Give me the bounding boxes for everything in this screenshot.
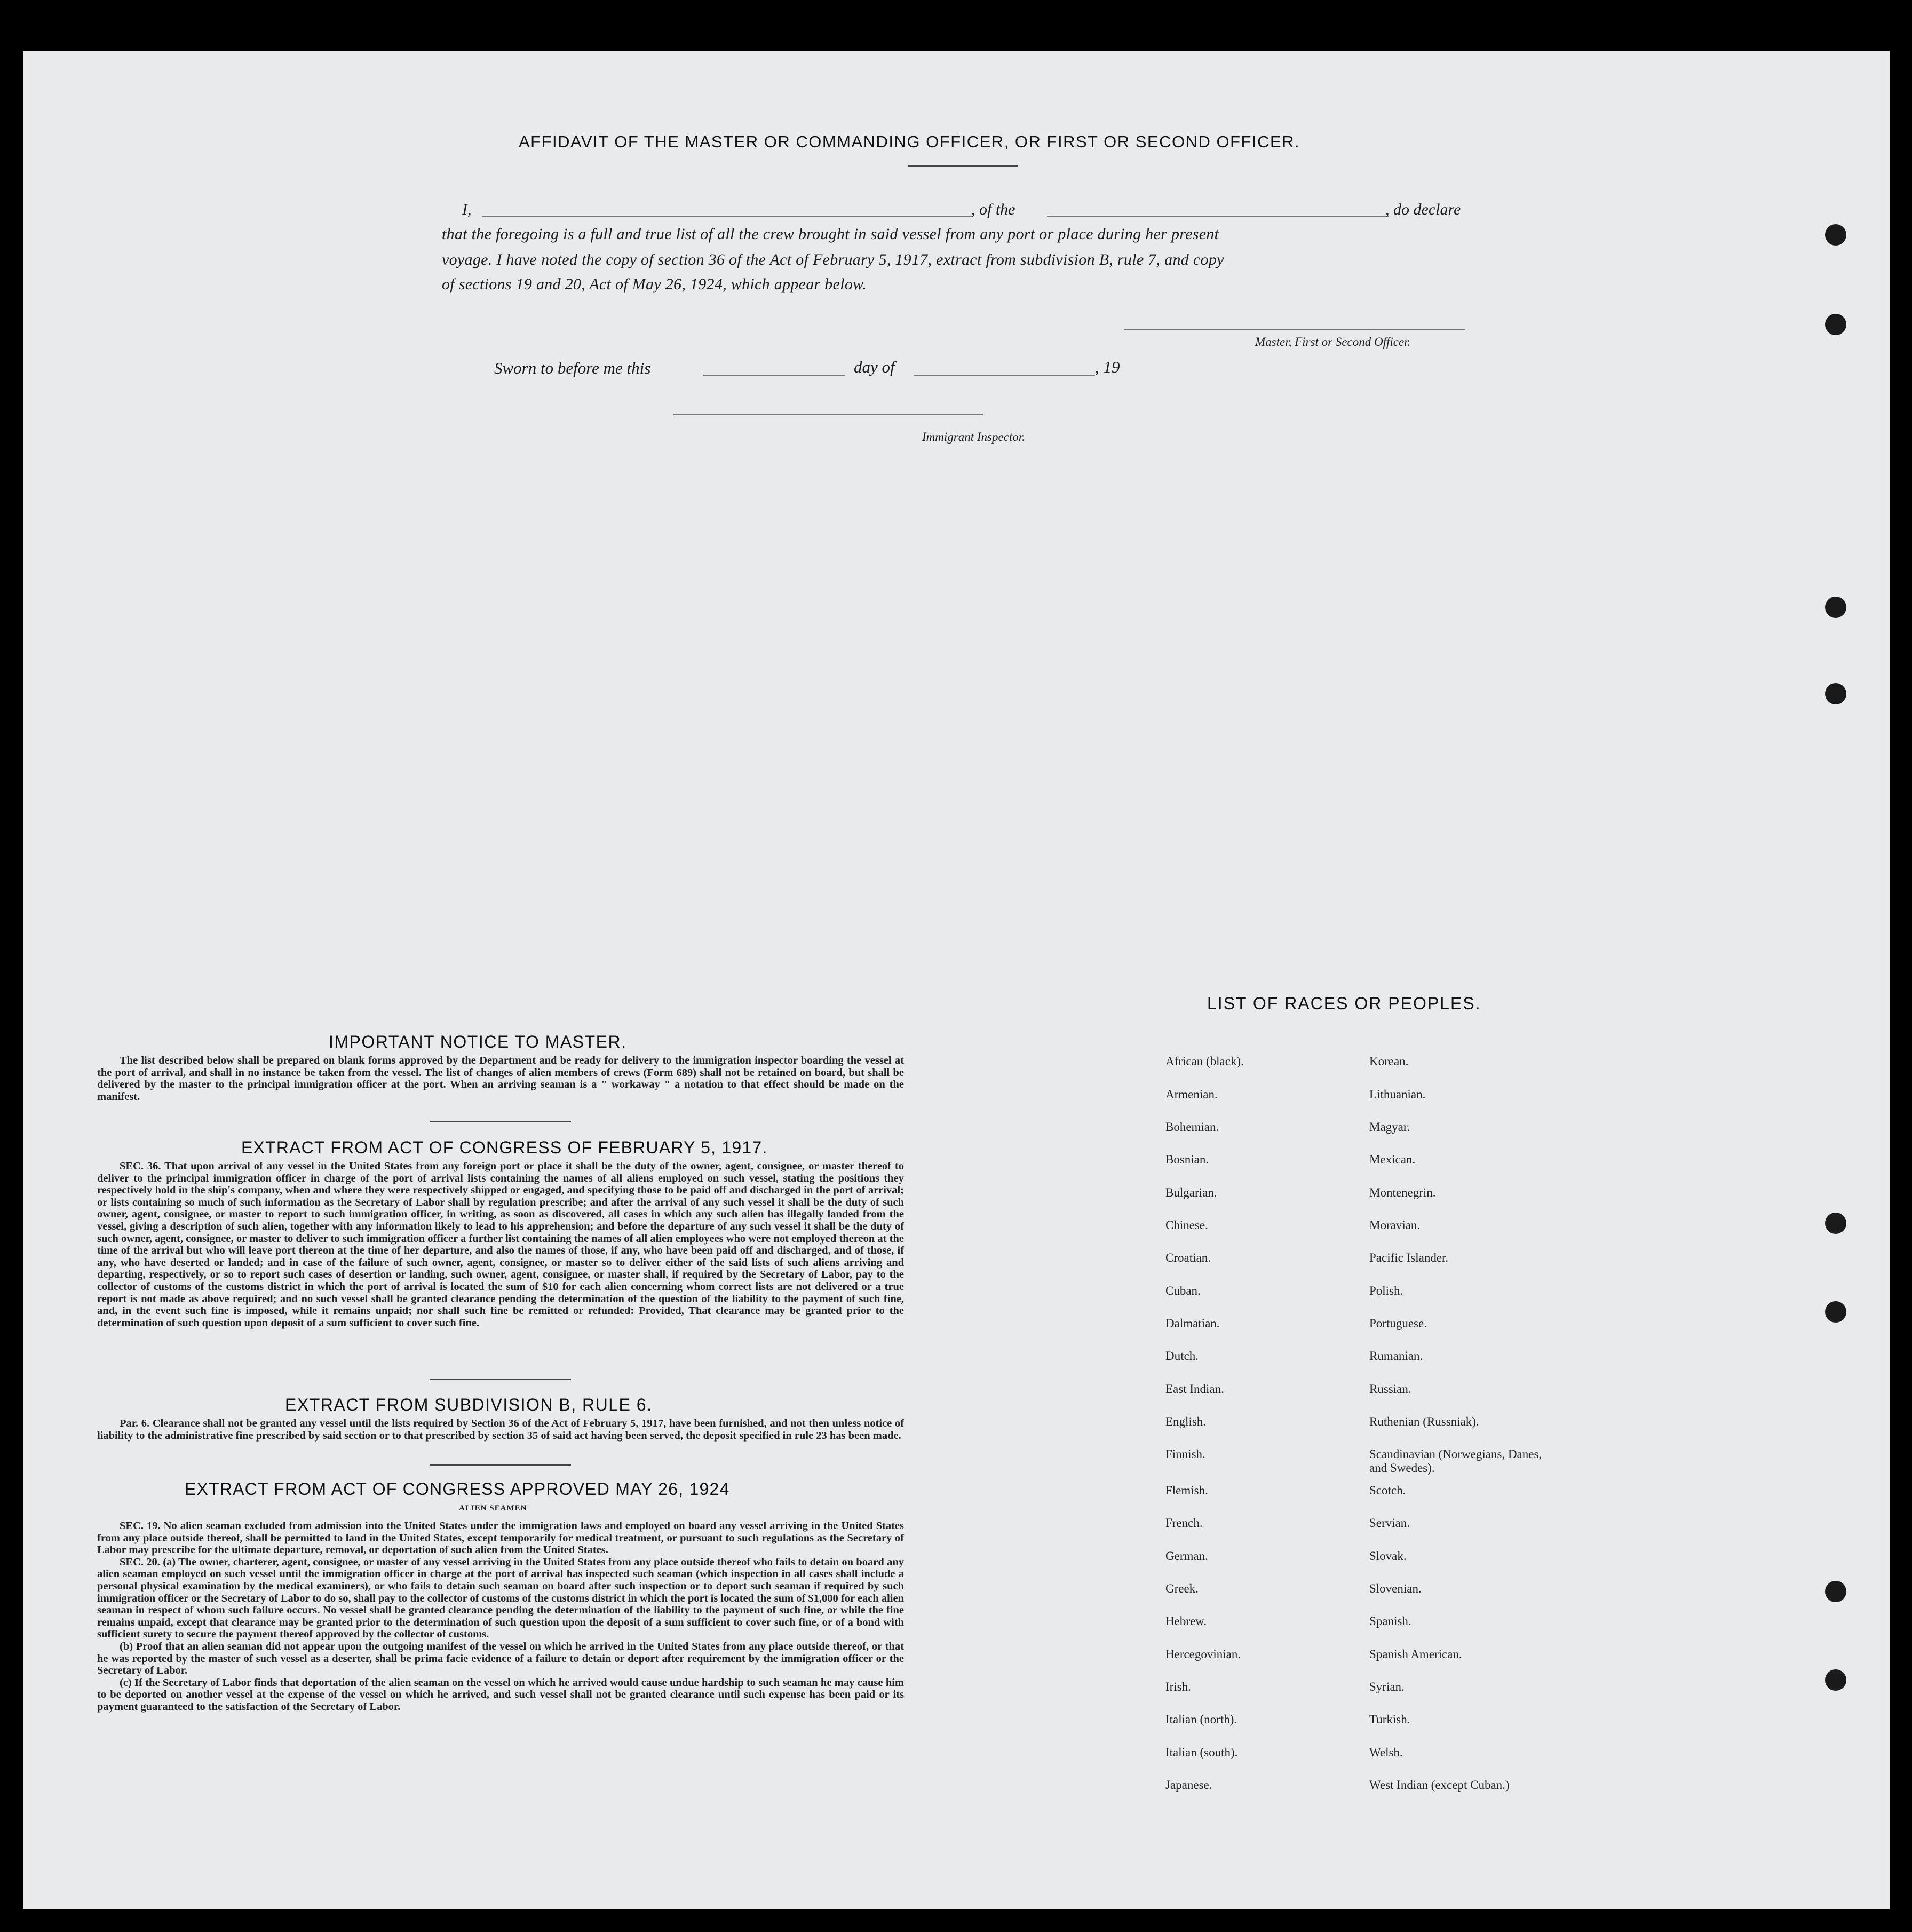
race-item: East Indian.: [1165, 1382, 1224, 1396]
affidavit-of-the: , of the: [971, 201, 1015, 218]
sworn-month-field[interactable]: [914, 375, 1095, 376]
sec19-paragraph: SEC. 19. No alien seaman excluded from admission into the United States under the immigration laws and employed on board any vessel arriving in the United States from any place outside thereof, shall be permitted to land in the United States, except temporarily for medical treatment, or pursuant to such regulations as the Secretary of Labor may prescribe for the ultimate departure, removal, or deportation of such alien from the United States.: [97, 1520, 904, 1556]
race-item: Finnish.: [1165, 1447, 1205, 1461]
race-item: West Indian (except Cuban.): [1369, 1778, 1510, 1792]
races-title: LIST OF RACES OR PEOPLES.: [1207, 994, 1481, 1013]
extract-1924-title: EXTRACT FROM ACT OF CONGRESS APPROVED MAY 26, 1924: [185, 1479, 730, 1499]
extract-1917-text: [97, 1160, 904, 1329]
race-item: Chinese.: [1165, 1218, 1208, 1232]
divider: [430, 1121, 571, 1122]
race-item: Turkish.: [1369, 1713, 1410, 1726]
sworn-day-field[interactable]: [703, 375, 845, 376]
affidavit-i: I,: [462, 201, 472, 218]
race-item: Rumanian.: [1369, 1349, 1423, 1363]
punch-hole: [1825, 224, 1846, 246]
notice-paragraph: The list described below shall be prepared on blank forms approved by the Department and be ready for delivery to the immigration inspector boarding the vessel at the port of arrival, and shall in no instance be taken from the vessel. The list of changes of alien members of crews (Form 689) shall not be retained on board, but shall be delivered by the master to the principal immigration officer at the port. When an arriving seaman is a " workaway " a notation to that effect should be made on the manifest.: [97, 1055, 904, 1103]
master-label: Master, First or Second Officer.: [1255, 335, 1411, 349]
punch-hole: [1825, 314, 1846, 335]
race-item: Hercegovinian.: [1165, 1648, 1241, 1661]
affidavit-do-declare: , do declare: [1385, 201, 1461, 218]
race-item: Irish.: [1165, 1680, 1191, 1693]
bleed-through-text: [288, 116, 298, 148]
punch-hole: [1825, 597, 1846, 618]
rule6-text: [97, 1418, 904, 1442]
extract-1924-text: [97, 1520, 904, 1713]
affidavit-line-1: that the foregoing is a full and true list of all the crew brought in said vessel from any port or place during her present: [442, 225, 1219, 243]
race-item: Scotch.: [1369, 1484, 1406, 1497]
race-item: Montenegrin.: [1369, 1186, 1436, 1199]
race-item: Japanese.: [1165, 1778, 1212, 1792]
race-item: French.: [1165, 1516, 1203, 1530]
day-of-label: day of: [854, 358, 895, 376]
race-item: Spanish American.: [1369, 1648, 1462, 1661]
race-item: African (black).: [1165, 1055, 1244, 1068]
race-item: Lithuanian.: [1369, 1088, 1426, 1101]
race-item: Portuguese.: [1369, 1317, 1427, 1330]
race-item: Welsh.: [1369, 1746, 1403, 1759]
extract-1917-title: EXTRACT FROM ACT OF CONGRESS OF FEBRUARY 5, 1917.: [241, 1138, 768, 1157]
race-item: Spanish.: [1369, 1614, 1411, 1628]
sworn-label: Sworn to before me this: [494, 359, 651, 377]
race-item: Hebrew.: [1165, 1614, 1207, 1628]
inspector-signature-field[interactable]: [673, 414, 983, 415]
punch-hole: [1825, 1301, 1846, 1323]
race-item: Pacific Islander.: [1369, 1251, 1449, 1264]
punch-hole: [1825, 1581, 1846, 1602]
sec20b-paragraph: (b) Proof that an alien seaman did not appear upon the outgoing manifest of the vessel on which he arrived in the United States from any place outside thereof, or that he was reported by the master of such vessel as a deserter, shall be prima facie evidence of a failure to detain or deport after requirement by the immigration officer or the Secretary of Labor.: [97, 1640, 904, 1677]
race-item: Croatian.: [1165, 1251, 1211, 1264]
vessel-field[interactable]: [1047, 216, 1389, 217]
race-item: Syrian.: [1369, 1680, 1405, 1693]
race-item: Cuban.: [1165, 1284, 1201, 1297]
notice-text: [97, 1055, 904, 1103]
punch-hole: [1825, 1669, 1846, 1691]
race-item: Dalmatian.: [1165, 1317, 1220, 1330]
affidavit-line-3: of sections 19 and 20, Act of May 26, 1924, which appear below.: [442, 275, 867, 293]
inspector-label: Immigrant Inspector.: [922, 430, 1025, 444]
race-item: Moravian.: [1369, 1218, 1421, 1232]
race-item: English.: [1165, 1415, 1207, 1428]
affidavit-line-2: voyage. I have noted the copy of section 36 of the Act of February 5, 1917, extract from subdivision B, rule 7, and copy: [442, 251, 1224, 268]
race-item: Dutch.: [1165, 1349, 1199, 1363]
race-item: Magyar.: [1369, 1120, 1410, 1134]
race-item: German.: [1165, 1549, 1208, 1563]
sec20a-paragraph: SEC. 20. (a) The owner, charterer, agent, consignee, or master of any vessel arriving in the United States from any place outside thereof who fails to detain on board any alien seaman employed on such vessel until the immigration officer in charge at the port of arrival has inspected such seaman (which inspection in all cases shall include a personal physical examination by the medical examiners), or who fails to detain such seaman on board after such inspection or to deport such seaman if required by such immigration officer or the Secretary of Labor to do so, shall pay to the collector of customs of the customs district in which the port is located the sum of $1,000 for each alien seaman in respect of whom such failure occurs. No vessel shall be granted clearance pending the determination of the liability to the payment of such fine, or while the fine remains unpaid, except that clearance may be granted prior to the determination of such question upon the deposit of a sum sufficient to cover such fine, or of a bond with sufficient surety to secure the payment thereof approved by the collector of customs.: [97, 1556, 904, 1641]
race-item: Scandinavian (Norwegians, Danes, and Swedes).: [1369, 1447, 1542, 1475]
race-item: Ruthenian (Russniak).: [1369, 1415, 1479, 1428]
sec20c-paragraph: (c) If the Secretary of Labor finds that deportation of the alien seaman on the vessel on which he arrived would cause undue hardship to such seaman he may cause him to be deported on another vessel at the expense of the vessel on which he arrived, and such vessel shall not be granted clearance until such expense has been paid or its payment guaranteed to the satisfaction of the Secretary of Labor.: [97, 1676, 904, 1713]
race-item: Italian (south).: [1165, 1746, 1238, 1759]
race-item: Slovak.: [1369, 1549, 1407, 1563]
rule6-title: EXTRACT FROM SUBDIVISION B, RULE 6.: [285, 1395, 653, 1414]
master-signature-field[interactable]: [1124, 329, 1465, 330]
race-item: Armenian.: [1165, 1088, 1218, 1101]
divider: [430, 1464, 571, 1466]
notice-title: IMPORTANT NOTICE TO MASTER.: [329, 1032, 627, 1051]
race-item: Mexican.: [1369, 1153, 1416, 1166]
race-item: Bulgarian.: [1165, 1186, 1217, 1199]
race-item: Servian.: [1369, 1516, 1410, 1530]
race-item: Italian (north).: [1165, 1713, 1237, 1726]
alien-seamen-subtitle: ALIEN SEAMEN: [459, 1504, 527, 1513]
name-field[interactable]: [482, 216, 973, 217]
year-label: , 19: [1095, 358, 1120, 376]
race-item: Flemish.: [1165, 1484, 1208, 1497]
divider: [908, 165, 1018, 167]
divider: [430, 1379, 571, 1380]
race-item: Greek.: [1165, 1582, 1199, 1595]
race-item: Polish.: [1369, 1284, 1403, 1297]
race-item: Russian.: [1369, 1382, 1411, 1396]
rule6-paragraph: Par. 6. Clearance shall not be granted any vessel until the lists required by Section 36 of the Act of February 5, 1917, have been furnished, and not then unless notice of liability to the administrative fine prescribed by said section or to that prescribed by section 35 of said act having been served, the deposit specified in rule 23 has been made.: [97, 1418, 904, 1442]
race-item: Bohemian.: [1165, 1120, 1219, 1134]
race-item: Korean.: [1369, 1055, 1409, 1068]
affidavit-title: AFFIDAVIT OF THE MASTER OR COMMANDING OFFICER, OR FIRST OR SECOND OFFICER.: [519, 132, 1300, 151]
punch-hole: [1825, 1213, 1846, 1234]
sec36-paragraph: SEC. 36. That upon arrival of any vessel in the United States from any foreign port or place it shall be the duty of the owner, agent, consignee, or master thereof to deliver to the principal immigration officer in charge of the port of arrival lists containing the names of all aliens employed on such vessel, stating the positions they respectively hold in the ship's company, when and where they were respectively shipped or engaged, and specifying those to be paid off and discharged in the port of arrival; or lists containing so much of such information as the Secretary of Labor shall by regulation prescribe; and after the arrival of any such vessel it shall be the duty of such owner, agent, consignee, or master to report to such immigration officer, in writing, as soon as discovered, all cases in which any such alien has illegally landed from the vessel, giving a description of such alien, together with any information likely to lead to his apprehension; and before the departure of any such vessel it shall be the duty of such owner, agent, consignee, or master to deliver to such immigration officer a further list containing the names of all alien employees who were not employed thereon at the time of the arrival but who will leave port thereon at the time of her departure, and also the names of those, if any, who have been paid off and discharged, and of those, if any, who have deserted or landed; and in case of the failure of such owner, agent, consignee, or master so to deliver either of the said lists of such aliens arriving and departing, respectively, or so to report such cases of desertion or landing, such owner, agent, consignee, or master shall, if required by the Secretary of Labor, pay to the collector of customs of the customs district in which the port of arrival is located the sum of $10 for each alien concerning whom correct lists are not delivered or a true report is not made as above required; and no such vessel shall be granted clearance pending the determination of the question of the liability to the payment of such fine, and, in the event such fine is imposed, while it remains unpaid; nor shall such fine be remitted or refunded: Provided, That clearance may be granted prior to the determination of such question upon deposit of a sum sufficient to cover such fine.: [97, 1160, 904, 1329]
race-item: Slovenian.: [1369, 1582, 1422, 1595]
punch-hole: [1825, 683, 1846, 704]
race-item: Bosnian.: [1165, 1153, 1209, 1166]
